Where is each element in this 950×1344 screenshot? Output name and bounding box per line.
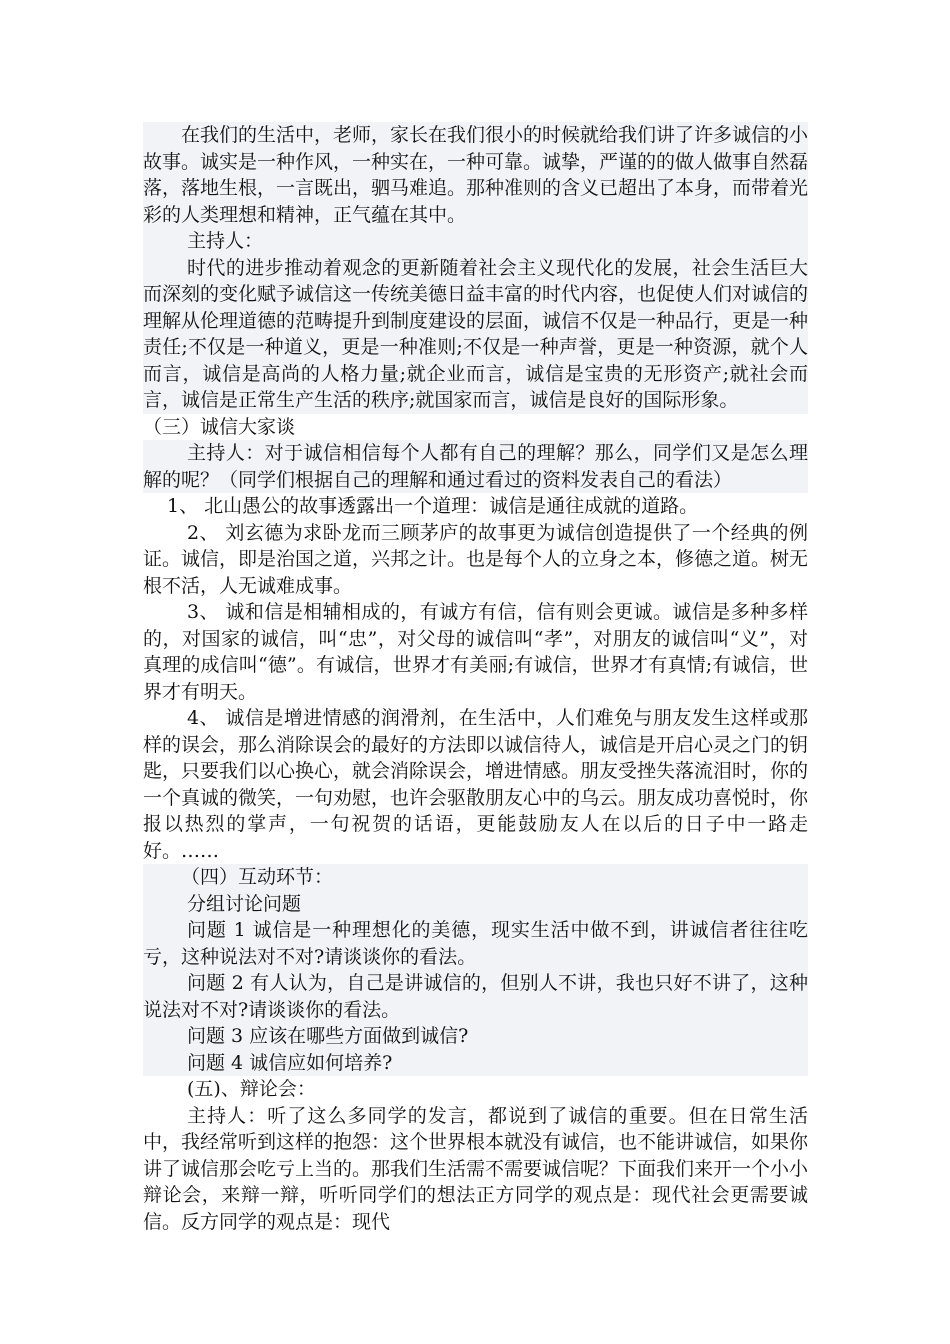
list-item-1: 1、 北山愚公的故事透露出一个道理：诚信是通往成就的道路。 (167, 495, 699, 517)
section-heading-5: (五)、辩论会： (187, 1078, 316, 1100)
list-item-4: 4、 诚信是增进情感的润滑剂，在生活中，人们难免与朋友发生这样或那样的误会，那么消除误会的最好的方法即以诚信待人，诚信是开启心灵之门的钥匙，只要我们以心换心，就会消除误会，增进情感。朋友受挫失落流泪时，你的一个真诚的微笑，一句劝慰，也许会驱散朋友心中的乌云。朋友成功喜悦时，你报以热烈的掌声，一句祝贺的话语，更能鼓励友人在以后的日子中一路走好。…… (143, 707, 809, 862)
list-item-2: 2、 刘玄德为求卧龙而三顾茅庐的故事更为诚信创造提供了一个经典的例证。诚信，即是治国之道，兴邦之计。也是每个人的立身之本，修德之道。树无根不活，人无诚难成事。 (143, 521, 809, 597)
paragraph-group-discussion: 分组讨论问题 (143, 891, 808, 918)
paragraph-debate: 主持人：听了这么多同学的发言，都说到了诚信的重要。但在日常生活中，我经常听到这样的抱怨：这个世界根本就没有诚信，也不能讲诚信，如果你讲了诚信那会吃亏上当的。那我们生活需不需要诚信呢？下面我们来开一个小小辩论会，来辩一辩，听听同学们的想法正方同学的观点是：现代社会更需要诚信。反方同学的观点是：现代 (143, 1104, 809, 1233)
paragraph-host-question: 主持人：对于诚信相信每个人都有自己的理解？那么，同学们又是怎么理解的呢？（同学们根据自己的理解和通过看过的资料发表自己的看法） (143, 440, 808, 493)
question-2: 问题 2 有人认为，自己是讲诚信的，但别人不讲，我也只好不讲了，这种说法对不对?请谈谈你的看法。 (143, 970, 808, 1023)
list-item-3: 3、 诚和信是相辅相成的，有诚方有信，信有则会更诚。诚信是多种多样的，对国家的诚信，叫“忠”，对父母的诚信叫“孝”，对朋友的诚信叫“义”，对真理的成信叫“德”。有诚信，世界才有美丽;有诚信，世界才有真情;有诚信，世界才有明天。 (143, 601, 808, 703)
section-heading-3: （三）诚信大家谈 (143, 415, 296, 438)
document-body (143, 122, 808, 1235)
section-heading-4: （四）互动环节： (143, 864, 808, 891)
paragraph-intro: 在我们的生活中，老师，家长在我们很小的时候就给我们讲了许多诚信的小故事。诚实是一种作风，一种实在，一种可靠。诚挚，严谨的的做人做事自然磊落，落地生根，一言既出，驷马难追。那种准则的含义已超出了本身，而带着光彩的人类理想和精神，正气蕴在其中。 (143, 122, 808, 228)
question-1: 问题 1 诚信是一种理想化的美德，现实生活中做不到，讲诚信者往往吃亏，这种说法对不对?请谈谈你的看法。 (143, 917, 808, 970)
question-3: 问题 3 应该在哪些方面做到诚信? (143, 1023, 808, 1050)
paragraph-host-label: 主持人： (143, 228, 808, 255)
paragraph-era: 时代的进步推动着观念的更新随着社会主义现代化的发展，社会生活巨大而深刻的变化赋予诚信这一传统美德日益丰富的时代内容，也促使人们对诚信的理解从伦理道德的范畴提升到制度建设的层面，诚信不仅是一种品行，更是一种责任;不仅是一种道义，更是一种准则;不仅是一种声誉，更是一种资源，就个人而言，诚信是高尚的人格力量;就企业而言，诚信是宝贵的无形资产;就社会而言，诚信是正常生产生活的秩序;就国家而言，诚信是良好的国际形象。 (143, 255, 808, 414)
question-4: 问题 4 诚信应如何培养? (143, 1050, 808, 1077)
